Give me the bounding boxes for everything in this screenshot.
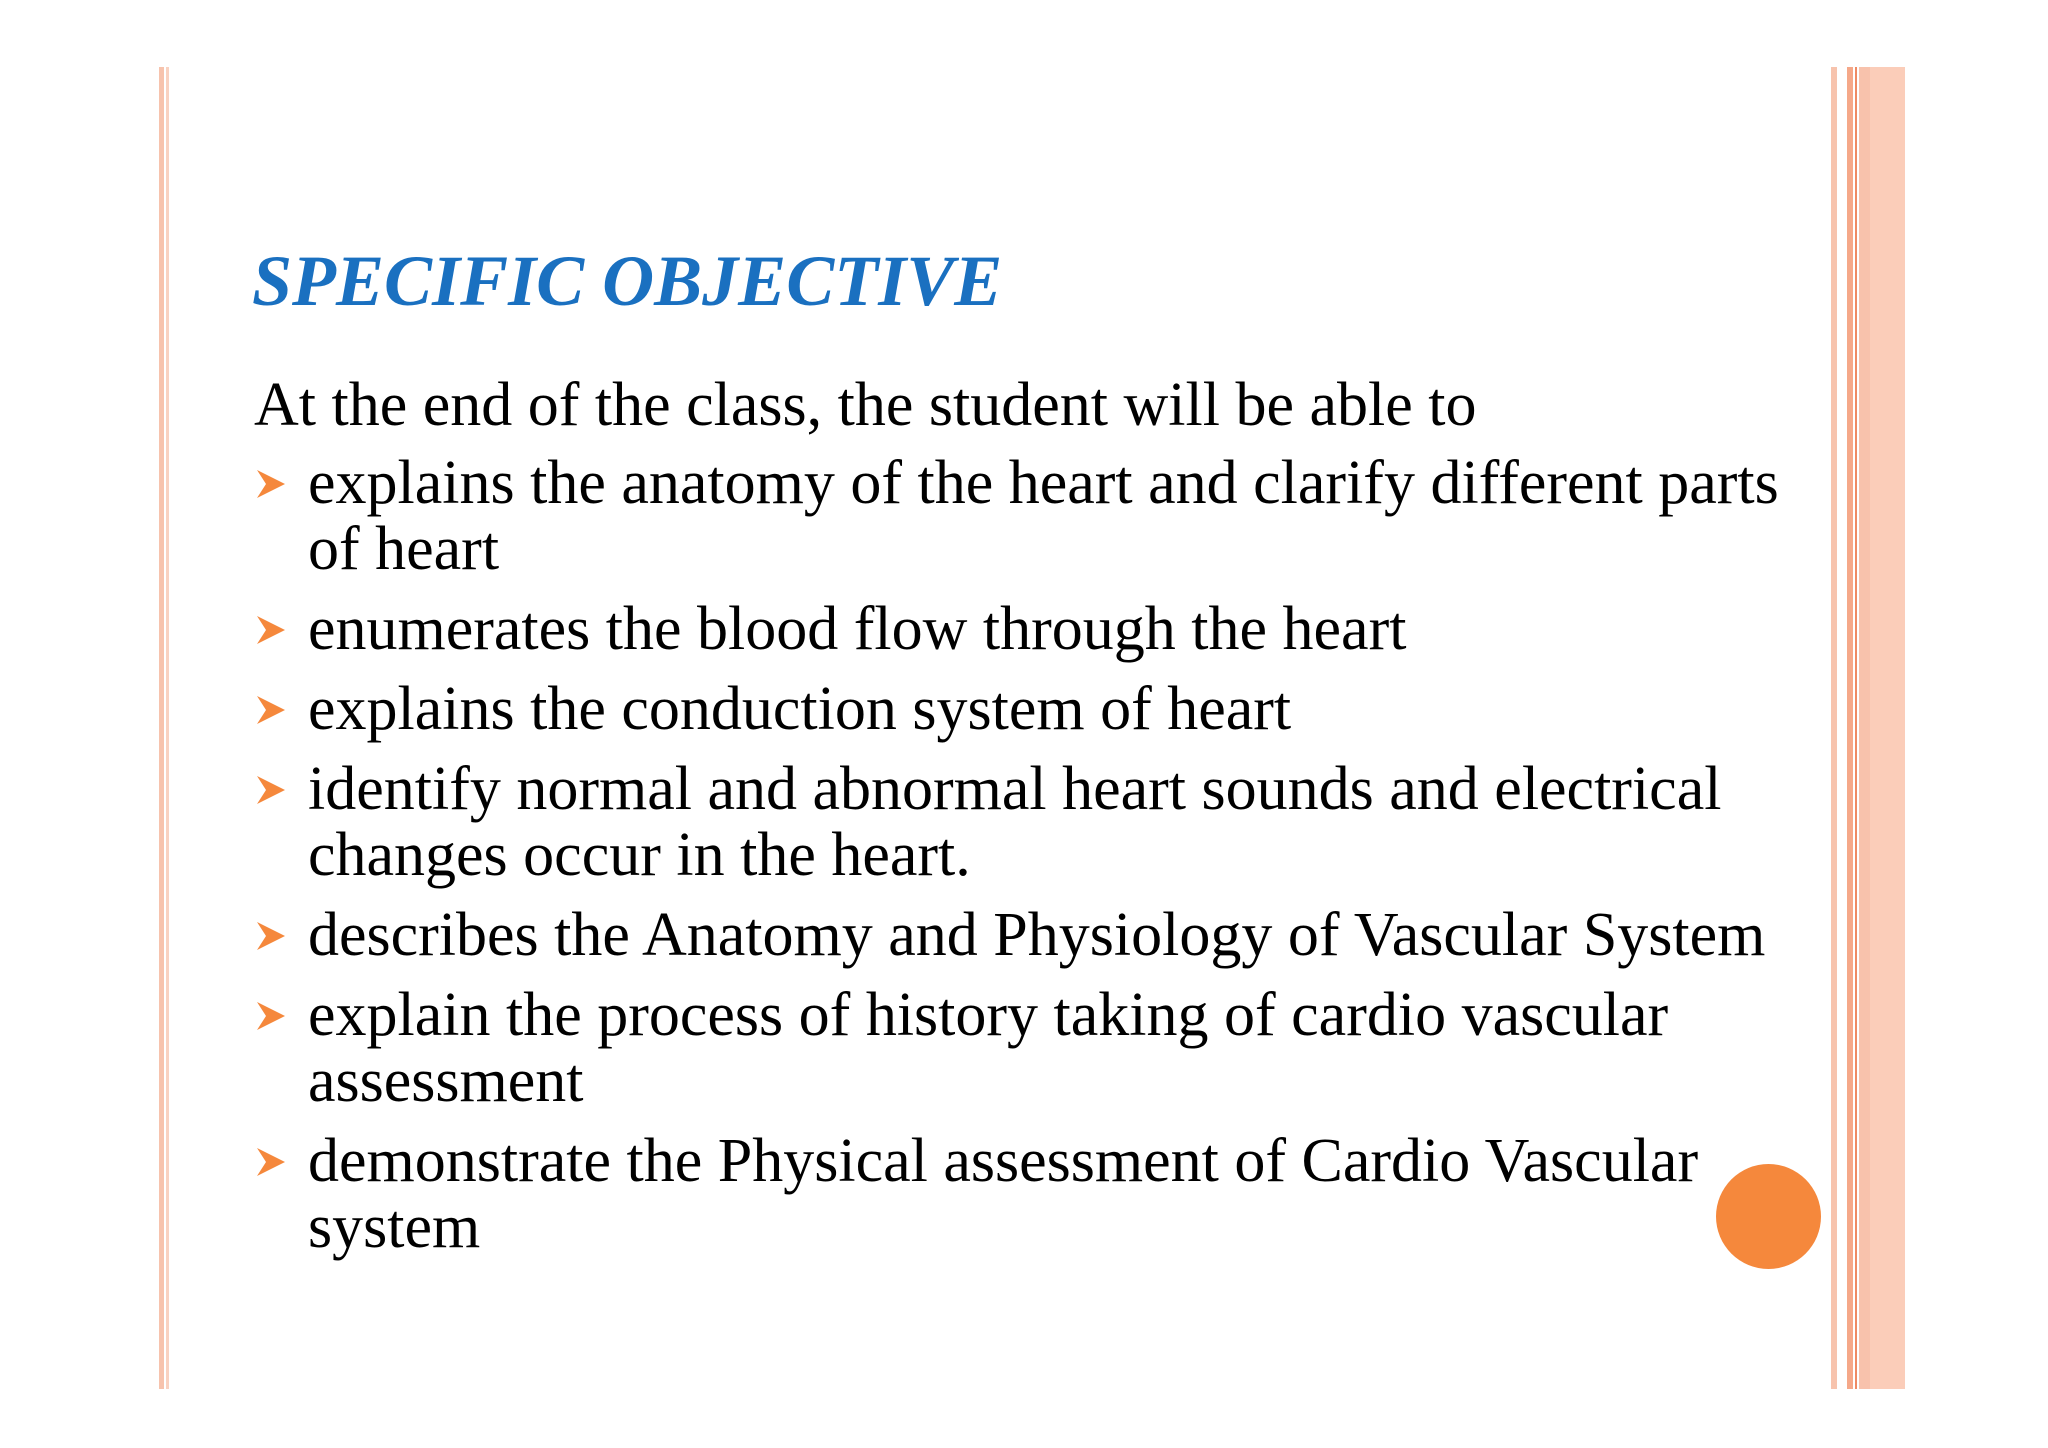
objective-text: enumerates the blood flow through the heart (308, 595, 1407, 663)
arrowhead-bullet-icon (254, 610, 288, 650)
right-border-stripe (1859, 67, 1870, 1389)
objective-text: describes the Anatomy and Physiology of Vascular System (308, 901, 1766, 969)
right-border-stripe (1847, 67, 1853, 1389)
objective-item (254, 596, 1814, 662)
objective-text: explain the process of history taking of cardio vascular assessment (308, 981, 1669, 1115)
objectives-list (254, 450, 1814, 1274)
right-border-stripe (1831, 67, 1837, 1389)
objective-item (254, 676, 1814, 742)
objective-item (254, 1128, 1814, 1260)
arrowhead-bullet-icon (254, 690, 288, 730)
right-border-stripe (1855, 67, 1857, 1389)
arrowhead-bullet-icon (254, 1142, 288, 1182)
objective-text: explains the anatomy of the heart and clarify different parts of heart (308, 449, 1779, 583)
objective-item (254, 450, 1814, 582)
left-border-line (159, 67, 164, 1389)
left-border-line-inner (166, 67, 169, 1389)
arrowhead-bullet-icon (254, 916, 288, 956)
arrowhead-bullet-icon (254, 996, 288, 1036)
objective-text: demonstrate the Physical assessment of Cardio Vascular system (308, 1127, 1699, 1261)
objective-item (254, 756, 1814, 888)
objective-item (254, 902, 1814, 968)
objective-item (254, 982, 1814, 1114)
objective-text: explains the conduction system of heart (308, 675, 1292, 743)
right-border-stripe (1870, 67, 1905, 1389)
intro-text: At the end of the class, the student will be able to (254, 371, 1477, 439)
arrowhead-bullet-icon (254, 464, 288, 504)
slide-title: SPECIFIC OBJECTIVE (252, 241, 1003, 321)
objective-text: identify normal and abnormal heart sounds and electrical changes occur in the heart. (308, 755, 1722, 889)
arrowhead-bullet-icon (254, 770, 288, 810)
